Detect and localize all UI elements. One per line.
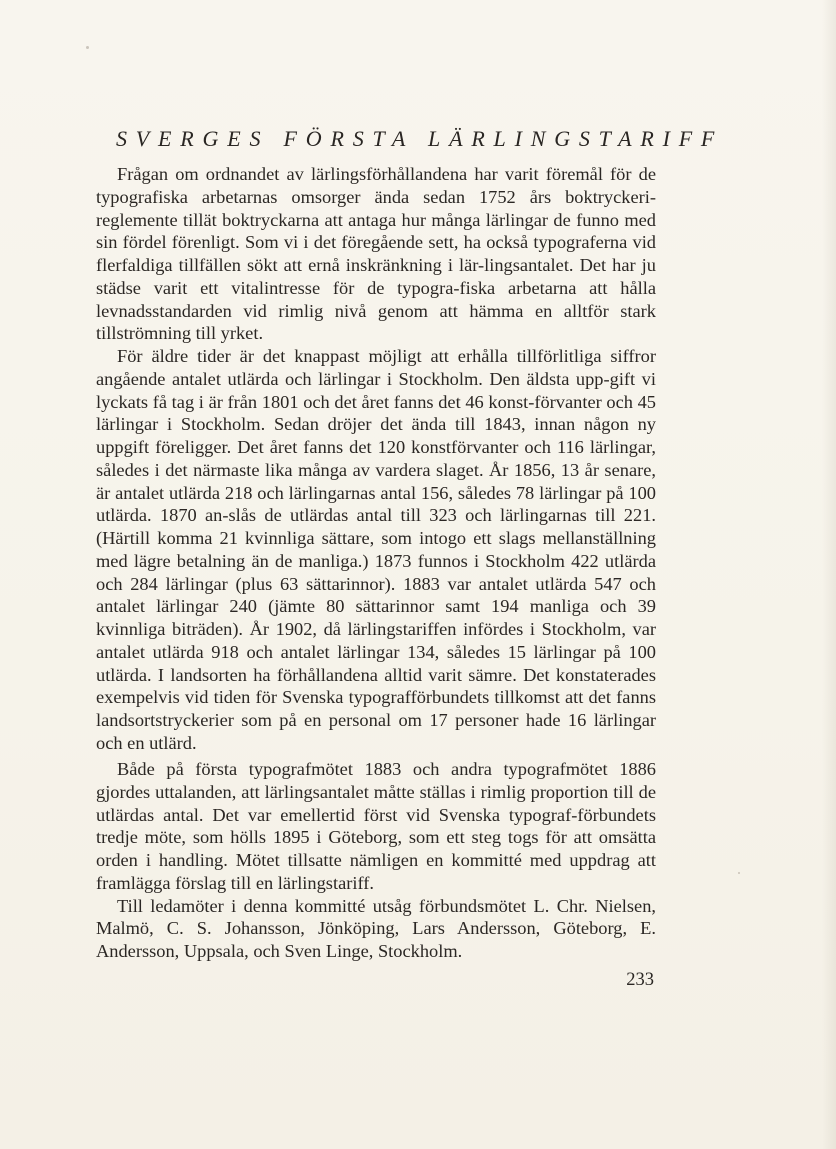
paragraph-4: Till ledamöter i denna kommitté utsåg förbundsmötet L. Chr. Nielsen, Malmö, C. S. Johansson, Jönköping, Lars Andersson, Göteborg, E. Andersson, Uppsala, och Sven Linge, Stockholm.: [96, 895, 656, 961]
text-block-upper: [96, 163, 656, 755]
paper-speck: [738, 872, 740, 874]
page-edge-shadow: [822, 0, 836, 1149]
paper-speck: [86, 46, 89, 49]
paragraph-1: Frågan om ordnandet av lärlingsförhållandena har varit föremål för de typografiska arbetarnas omsorger ända sedan 1752 års boktryckeri-reglemente tillät boktryckarna att antaga hur många lärlingar de funno med sin fördel förenligt. Som vi i det föregående sett, ha också typograferna vid flerfaldiga tillfällen sökt att ernå inskränkning i lär-lingsantalet. Det har ju städse varit ett vitalintresse för de typogra-fiska arbetarna att hålla levnadsstandarden vid rimlig nivå genom att hämma en alltför stark tillströmning till yrket.: [96, 164, 656, 344]
chapter-title: SVERGES FÖRSTA LÄRLINGSTARIFF: [116, 126, 724, 151]
paragraph-3: Både på första typografmötet 1883 och andra typografmötet 1886 gjordes uttalanden, att lärlingsantalet måtte ställas i rimlig proportion till de utlärdas antal. Det var emellertid först vid Svenska typograf-förbundets tredje möte, som hölls 1895 i Göteborg, som ett steg togs för att omsätta orden i handling. Mötet tillsatte nämligen en kommitté med uppdrag att framlägga förslag till en lärlingstariff.: [96, 759, 656, 893]
paragraph-2: För äldre tider är det knappast möjligt att erhålla tillförlitliga siffror angående antalet utlärda och lärlingar i Stockholm. Den äldsta upp-gift vi lyckats få tag i är från 1801 och det året fanns det 46 konst-förvanter och 45 lärlingar i Stockholm. Sedan dröjer det ända till 1843, innan någon ny uppgift föreligger. Det året fanns det 120 konstförvanter och 116 lärlingar, således i det närmaste lika många av vardera slaget. År 1856, 13 år senare, är antalet utlärda 218 och lärlingarnas antal 156, således 78 lärlingar på 100 utlärda. 1870 an-slås de utlärdas antal till 323 och lärlingarnas till 221. (Härtill komma 21 kvinnliga sättare, som intogo ett slags mellanställning med lägre betalning än de manliga.) 1873 funnos i Stockholm 422 utlärda och 284 lärlingar (plus 63 sättarinnor). 1883 var antalet utlärda 547 och antalet lärlingar 240 (jämte 80 sättarinnor samt 194 manliga och 39 kvinnliga biträden). År 1902, då lärlingstariffen infördes i Stockholm, var antalet utlärda 918 och antalet lärlingar 134, således 15 lärlingar på 100 utlärda. I landsorten ha förhållandena alltid varit sämre. Det konstaterades exempelvis vid tiden för Svenska typografförbundets tillkomst att det fanns landsortstryckerier som på en personal om 17 personer hade 16 lärlingar och en utlärd.: [96, 346, 656, 753]
page-number: 233: [626, 970, 654, 990]
text-block-lower: [96, 758, 656, 963]
